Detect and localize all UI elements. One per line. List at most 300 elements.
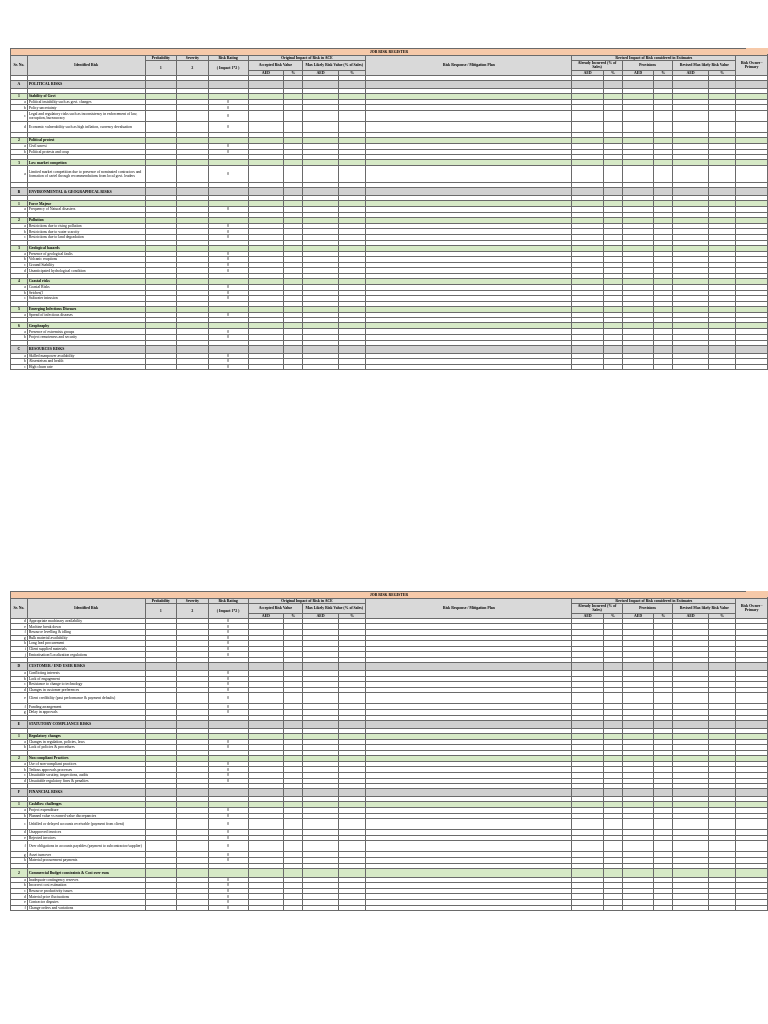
item-letter: a — [11, 312, 28, 318]
risk-rating-value: 0 — [208, 877, 248, 883]
revised-max-likely-header: Revised Max likely Risk Value — [673, 61, 736, 70]
empty-cell — [303, 345, 339, 353]
empty-cell — [366, 345, 572, 353]
risk-rating-value: 0 — [208, 122, 248, 133]
probability-number: 1 — [145, 61, 177, 76]
risk-rating-value: 0 — [208, 262, 248, 268]
risk-rating-value: 0 — [208, 819, 248, 830]
percent-unit: % — [603, 613, 622, 618]
empty-cell — [208, 345, 248, 353]
item-letter: b — [11, 767, 28, 773]
risk-rating-value: 0 — [208, 704, 248, 710]
risk-rating-header: Risk Rating — [208, 56, 248, 61]
empty-cell — [208, 720, 248, 728]
risk-rating-value: 0 — [208, 144, 248, 150]
section-title: RESOURCES RISKS — [27, 345, 145, 353]
risk-register-table-1 — [10, 48, 768, 370]
empty-cell — [572, 188, 604, 196]
empty-cell — [284, 841, 303, 852]
risk-description: Project remoteness and security — [27, 334, 145, 340]
risk-rating-value: 0 — [208, 296, 248, 302]
probability-header: Probability — [145, 56, 177, 61]
item-letter: d — [11, 830, 28, 836]
group-title: Stability of Govt — [27, 93, 145, 99]
aed-unit: AED — [622, 613, 654, 618]
item-letter: f — [11, 630, 28, 636]
risk-description: Delay in approvals — [27, 709, 145, 715]
header-row — [11, 56, 768, 61]
risk-rating-header: Risk Rating — [208, 599, 248, 604]
section-row — [11, 789, 768, 797]
risk-response-header: Risk Response / Mitigation Plan — [366, 599, 572, 619]
register-title: JOB RISK REGISTER — [11, 49, 768, 56]
empty-cell — [303, 841, 339, 852]
group-title: Political protest — [27, 138, 145, 144]
aed-unit: AED — [673, 613, 709, 618]
empty-cell — [654, 662, 673, 670]
empty-cell — [366, 364, 572, 370]
provisions-header: Provisions — [622, 604, 672, 613]
item-letter: b — [11, 676, 28, 682]
empty-cell — [366, 662, 572, 670]
severity-cell — [177, 841, 209, 852]
empty-cell — [177, 662, 209, 670]
risk-rating-value: 0 — [208, 635, 248, 641]
risk-group-row — [11, 868, 768, 877]
empty-cell — [248, 364, 284, 370]
empty-cell — [673, 789, 709, 797]
item-letter: c — [11, 262, 28, 268]
empty-cell — [622, 111, 654, 122]
item-letter: h — [11, 641, 28, 647]
risk-description: Political instability such as govt. changes — [27, 99, 145, 105]
empty-cell — [572, 80, 604, 88]
empty-cell — [366, 720, 572, 728]
group-number: 2 — [11, 868, 28, 877]
risk-description: Policy uncertainty — [27, 105, 145, 111]
empty-cell — [673, 720, 709, 728]
group-title: Non compliant Practices — [27, 755, 145, 761]
risk-description: Presence of extremists groups — [27, 329, 145, 335]
empty-cell — [622, 819, 654, 830]
section-row — [11, 345, 768, 353]
empty-cell — [572, 819, 604, 830]
percent-unit: % — [708, 613, 735, 618]
risk-description: Client supplied materials — [27, 646, 145, 652]
item-letter: a — [11, 808, 28, 814]
header-row — [11, 599, 768, 604]
risk-description: Unanticipated hydrological condition — [27, 268, 145, 274]
group-number: 5 — [11, 306, 28, 312]
already-incurred-header: Already Incurred (% of Sales) — [572, 604, 622, 613]
empty-cell — [622, 720, 654, 728]
probability-cell — [145, 111, 177, 122]
item-letter: a — [11, 166, 28, 183]
empty-cell — [654, 345, 673, 353]
risk-description: Project expenditure — [27, 808, 145, 814]
empty-cell — [654, 905, 673, 911]
empty-cell — [366, 166, 572, 183]
empty-cell — [366, 188, 572, 196]
item-letter: b — [11, 229, 28, 235]
risk-item-row — [11, 364, 768, 370]
risk-description: Frequency of Natural disasters — [27, 207, 145, 213]
empty-cell — [338, 188, 365, 196]
risk-description: Restrictions due to rising pollution — [27, 223, 145, 229]
empty-cell — [572, 662, 604, 670]
empty-cell — [248, 345, 284, 353]
risk-description: Civil unrest — [27, 144, 145, 150]
risk-rating-value: 0 — [208, 630, 248, 636]
empty-cell — [603, 789, 622, 797]
aed-unit: AED — [248, 613, 284, 618]
item-letter: a — [11, 223, 28, 229]
risk-rating-value: 0 — [208, 709, 248, 715]
empty-cell — [708, 122, 735, 133]
empty-cell — [736, 166, 768, 183]
empty-cell — [736, 789, 768, 797]
empty-cell — [177, 789, 209, 797]
empty-cell — [736, 720, 768, 728]
item-letter: c — [11, 772, 28, 778]
empty-cell — [248, 662, 284, 670]
risk-rating-value: 0 — [208, 207, 248, 213]
empty-cell — [284, 80, 303, 88]
group-number: 1 — [11, 93, 28, 99]
risk-description: Unsuitable regulatory fines & penalties — [27, 778, 145, 784]
risk-description: Coastal Risks — [27, 284, 145, 290]
section-title: CUSTOMER / END USER RISKS — [27, 662, 145, 670]
item-letter: c — [11, 296, 28, 302]
risk-description: Resource productivity issues — [27, 888, 145, 894]
empty-cell — [338, 122, 365, 133]
empty-cell — [603, 364, 622, 370]
empty-cell — [603, 122, 622, 133]
risk-description: Over obligations in accounts payables (payment to subcontractor/supplier) — [27, 841, 145, 852]
empty-cell — [284, 905, 303, 911]
risk-rating-value: 0 — [208, 778, 248, 784]
risk-description: Unapproved invoices — [27, 830, 145, 836]
empty-cell — [284, 819, 303, 830]
risk-rating-value: 0 — [208, 808, 248, 814]
item-letter: f — [11, 905, 28, 911]
item-letter: c — [11, 234, 28, 240]
aed-unit: AED — [248, 70, 284, 75]
risk-description: Inadequate contingency reserves — [27, 877, 145, 883]
probability-number: 1 — [145, 604, 177, 619]
empty-cell — [622, 868, 654, 877]
severity-number: 2 — [177, 61, 209, 76]
risk-item-row — [11, 819, 768, 830]
item-letter: c — [11, 364, 28, 370]
empty-cell — [622, 841, 654, 852]
empty-cell — [338, 345, 365, 353]
item-letter: d — [11, 122, 28, 133]
risk-description: Change orders and variations — [27, 905, 145, 911]
empty-cell — [248, 122, 284, 133]
section-letter: D — [11, 662, 28, 670]
empty-cell — [366, 905, 572, 911]
empty-cell — [673, 841, 709, 852]
aed-unit: AED — [303, 613, 339, 618]
empty-cell — [736, 80, 768, 88]
severity-cell — [177, 166, 209, 183]
empty-cell — [673, 868, 709, 877]
empty-cell — [366, 789, 572, 797]
probability-cell — [145, 122, 177, 133]
empty-cell — [622, 905, 654, 911]
risk-rating-value: 0 — [208, 900, 248, 906]
risk-description: Funding arrangement — [27, 704, 145, 710]
empty-cell — [284, 868, 303, 877]
risk-description: Asset turnover — [27, 852, 145, 858]
group-number: 3 — [11, 160, 28, 166]
empty-cell — [248, 80, 284, 88]
empty-cell — [622, 345, 654, 353]
section-row — [11, 188, 768, 196]
empty-cell — [622, 364, 654, 370]
empty-cell — [572, 841, 604, 852]
empty-cell — [303, 166, 339, 183]
risk-rating-value: 0 — [208, 234, 248, 240]
empty-cell — [708, 111, 735, 122]
item-letter: c — [11, 819, 28, 830]
empty-cell — [654, 188, 673, 196]
percent-unit: % — [284, 70, 303, 75]
empty-cell — [338, 905, 365, 911]
risk-description: Absenteism and health — [27, 359, 145, 365]
empty-cell — [673, 188, 709, 196]
severity-cell — [177, 693, 209, 704]
risk-rating-value: 0 — [208, 105, 248, 111]
risk-rating-value: 0 — [208, 257, 248, 263]
empty-cell — [177, 720, 209, 728]
empty-cell — [284, 693, 303, 704]
empty-cell — [622, 166, 654, 183]
item-letter: d — [11, 268, 28, 274]
item-letter: d — [11, 618, 28, 624]
empty-cell — [145, 720, 177, 728]
empty-cell — [303, 662, 339, 670]
empty-cell — [736, 662, 768, 670]
empty-cell — [303, 868, 339, 877]
risk-description: Saltwater intrusion — [27, 296, 145, 302]
original-impact-header: Original Impact of Risk in ACE — [248, 599, 366, 604]
empty-cell — [603, 345, 622, 353]
revised-impact-header: Revised Impact of Risk considered in Estimates — [572, 56, 736, 61]
risk-rating-value: 0 — [208, 883, 248, 889]
risk-description: Skilled manpower availability — [27, 353, 145, 359]
empty-cell — [708, 662, 735, 670]
item-letter: h — [11, 858, 28, 864]
empty-cell — [303, 111, 339, 122]
risk-rating-value: 0 — [208, 334, 248, 340]
risk-description: Unsuitable scrutiny, inspections, audits — [27, 772, 145, 778]
risk-description: Limited market competition due to presence of nominated contractors and formation of cartel through recommendations from local govt. leaders — [27, 166, 145, 183]
item-letter: a — [11, 877, 28, 883]
risk-owner-header: Risk Owner - Primary — [736, 599, 768, 619]
item-letter: a — [11, 99, 28, 105]
title-row — [11, 49, 768, 56]
group-number: 2 — [11, 138, 28, 144]
risk-rating-value: 0 — [208, 229, 248, 235]
section-title: STATUTORY COMPLIANCE RISKS — [27, 720, 145, 728]
already-incurred-header: Already Incurred (% of Sales) — [572, 61, 622, 70]
empty-cell — [366, 111, 572, 122]
empty-cell — [572, 868, 604, 877]
empty-cell — [622, 122, 654, 133]
empty-cell — [708, 345, 735, 353]
risk-rating-value: 0 — [208, 835, 248, 841]
risk-item-row — [11, 166, 768, 183]
risk-rating-value: 0 — [208, 312, 248, 318]
empty-cell — [622, 662, 654, 670]
empty-cell — [366, 80, 572, 88]
empty-cell — [366, 841, 572, 852]
empty-cell — [654, 819, 673, 830]
severity-header: Severity — [177, 599, 209, 604]
risk-rating-value: 0 — [208, 251, 248, 257]
item-letter: g — [11, 709, 28, 715]
accepted-risk-value-header: Accepted Risk Value — [248, 61, 303, 70]
empty-cell — [736, 111, 768, 122]
empty-cell — [654, 693, 673, 704]
empty-cell — [654, 111, 673, 122]
risk-rating-value: 0 — [208, 359, 248, 365]
empty-cell — [603, 905, 622, 911]
empty-cell — [338, 789, 365, 797]
risk-item-row — [11, 905, 768, 911]
title-bar-extension — [746, 48, 768, 54]
empty-cell — [177, 868, 209, 877]
risk-description: Material procurement payments — [27, 858, 145, 864]
risk-rating-value: 0 — [208, 670, 248, 676]
group-number: 2 — [11, 755, 28, 761]
item-letter: b — [11, 813, 28, 819]
risk-rating-value: 0 — [208, 290, 248, 296]
empty-cell — [303, 122, 339, 133]
risk-owner-header: Risk Owner - Primary — [736, 56, 768, 76]
item-letter: a — [11, 761, 28, 767]
risk-rating-value: 0 — [208, 841, 248, 852]
empty-cell — [708, 720, 735, 728]
empty-cell — [622, 188, 654, 196]
empty-cell — [572, 364, 604, 370]
section-title: FINANCIAL RISKS — [27, 789, 145, 797]
empty-cell — [654, 841, 673, 852]
identified-risk-header: Identified Risk — [27, 56, 145, 76]
empty-cell — [603, 662, 622, 670]
empty-cell — [338, 868, 365, 877]
empty-cell — [736, 868, 768, 877]
risk-rating-value: 0 — [208, 618, 248, 624]
empty-cell — [338, 693, 365, 704]
severity-number: 2 — [177, 604, 209, 619]
risk-rating-value: 0 — [208, 223, 248, 229]
severity-cell — [177, 905, 209, 911]
risk-description: Resistance to change to technology — [27, 682, 145, 688]
empty-cell — [248, 789, 284, 797]
title-bar-extension — [746, 591, 768, 597]
empty-cell — [572, 693, 604, 704]
empty-cell — [673, 364, 709, 370]
empty-cell — [603, 720, 622, 728]
section-row — [11, 662, 768, 670]
item-letter: a — [11, 739, 28, 745]
empty-cell — [366, 868, 572, 877]
item-letter: e — [11, 900, 28, 906]
item-letter: b — [11, 257, 28, 263]
empty-cell — [208, 789, 248, 797]
item-letter: d — [11, 778, 28, 784]
risk-rating-value: 0 — [208, 624, 248, 630]
item-letter: b — [11, 359, 28, 365]
empty-cell — [248, 905, 284, 911]
item-letter: a — [11, 329, 28, 335]
empty-cell — [338, 364, 365, 370]
item-letter: d — [11, 894, 28, 900]
risk-description: Seiches(l — [27, 290, 145, 296]
group-title: Commercial Budget constraints & Cost over runs — [27, 868, 145, 877]
item-letter: b — [11, 105, 28, 111]
empty-cell — [603, 841, 622, 852]
risk-description: Lack of engagement — [27, 676, 145, 682]
empty-cell — [284, 166, 303, 183]
accepted-risk-value-header: Accepted Risk Value — [248, 604, 303, 613]
percent-unit: % — [338, 613, 365, 618]
risk-rating-value: 0 — [208, 767, 248, 773]
empty-cell — [708, 166, 735, 183]
risk-rating-value: 0 — [208, 894, 248, 900]
empty-cell — [284, 111, 303, 122]
probability-cell — [145, 841, 177, 852]
empty-cell — [145, 188, 177, 196]
group-number: 1 — [11, 201, 28, 207]
aed-unit: AED — [572, 70, 604, 75]
empty-cell — [284, 122, 303, 133]
item-letter: a — [11, 670, 28, 676]
item-letter: a — [11, 353, 28, 359]
sr-no-header: Sr. No. — [11, 56, 28, 76]
risk-description: Use of non-compliant practices — [27, 761, 145, 767]
item-letter: e — [11, 835, 28, 841]
risk-description: Restrictions due to land degradation — [27, 234, 145, 240]
risk-rating-value: 0 — [208, 830, 248, 836]
risk-description: Presence of geological faults — [27, 251, 145, 257]
risk-description: Machine break down — [27, 624, 145, 630]
empty-cell — [708, 364, 735, 370]
empty-cell — [177, 80, 209, 88]
empty-cell — [622, 80, 654, 88]
item-letter: a — [11, 284, 28, 290]
risk-description: Appropriate machinary availability — [27, 618, 145, 624]
group-title: Emerging Infectious Diseases — [27, 306, 145, 312]
register-title: JOB RISK REGISTER — [11, 592, 768, 599]
empty-cell — [338, 720, 365, 728]
risk-description: Changes in regulation, policies, laws — [27, 739, 145, 745]
empty-cell — [303, 819, 339, 830]
empty-cell — [338, 662, 365, 670]
group-number: 1 — [11, 733, 28, 739]
percent-unit: % — [338, 70, 365, 75]
risk-description: Client credibility (past performance & payment defaults) — [27, 693, 145, 704]
risk-rating-value: 0 — [208, 652, 248, 658]
probability-cell — [145, 166, 177, 183]
item-letter: d — [11, 687, 28, 693]
empty-cell — [603, 819, 622, 830]
empty-cell — [736, 364, 768, 370]
item-letter: e — [11, 693, 28, 704]
